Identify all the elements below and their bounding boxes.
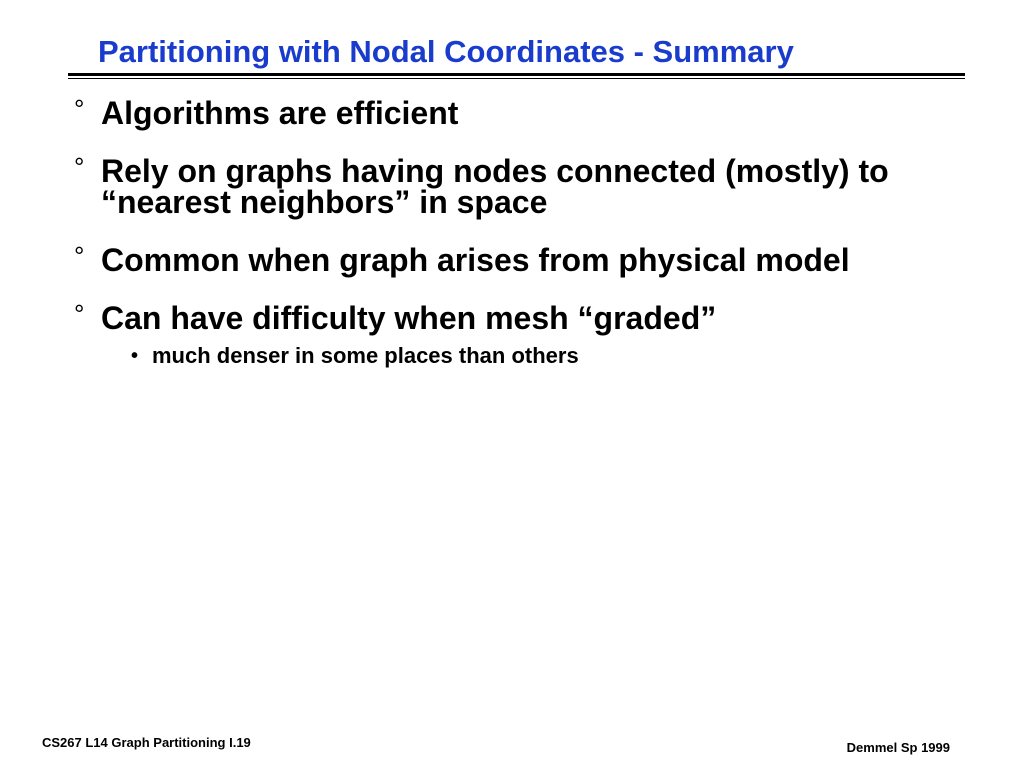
degree-bullet-icon: °	[74, 241, 85, 271]
footer-author-label: Demmel Sp 1999	[846, 740, 950, 755]
title-rule-thin	[68, 78, 965, 79]
sub-bullet-text: much denser in some places than others	[152, 343, 579, 368]
title-rule-thick	[68, 73, 965, 76]
degree-bullet-icon: °	[74, 94, 85, 124]
bullet-text: Rely on graphs having nodes connected (mostly) to “nearest neighbors” in space	[101, 153, 889, 220]
sub-bullet-item	[131, 343, 1024, 369]
bullet-text: Can have difficulty when mesh “graded”	[101, 300, 717, 336]
bullet-item	[74, 152, 974, 220]
slide-title: Partitioning with Nodal Coordinates - Summary	[98, 34, 794, 69]
bullet-text: Algorithms are efficient	[101, 95, 459, 131]
dot-bullet-icon: •	[131, 345, 139, 367]
bullet-item	[74, 241, 974, 278]
bullet-item	[74, 94, 974, 131]
degree-bullet-icon: °	[74, 152, 85, 182]
bullet-list	[74, 94, 974, 387]
degree-bullet-icon: °	[74, 299, 85, 329]
bullet-item	[74, 299, 974, 336]
bullet-text: Common when graph arises from physical model	[101, 242, 850, 278]
footer-course-label: CS267 L14 Graph Partitioning I.19	[42, 735, 251, 750]
